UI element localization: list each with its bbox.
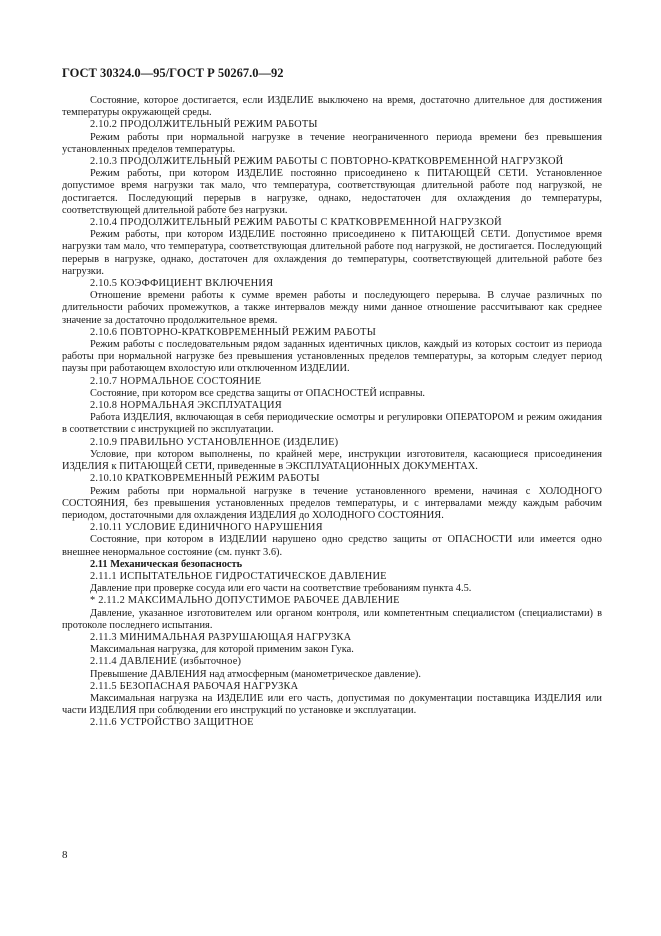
section-title: 2.11 Механическая безопасность xyxy=(90,558,243,570)
paragraph: Условие, при котором выполнены, по крайней мере, инструкции изготовителя, касающиеся присоединения ИЗДЕЛИЯ к ПИТАЮЩЕЙ СЕТИ, приведенные в ЭКСПЛУАТАЦИОННЫХ ДОКУМЕНТАХ. xyxy=(62,448,602,473)
section-heading: 2.10.2 ПРОДОЛЖИТЕЛЬНЫЙ РЕЖИМ РАБОТЫ xyxy=(90,119,318,131)
page-number: 8 xyxy=(62,849,68,861)
section-heading: 2.10.3 ПРОДОЛЖИТЕЛЬНЫЙ РЕЖИМ РАБОТЫ С ПОВТОРНО-КРАТКОВРЕМЕННОЙ НАГРУЗКОЙ xyxy=(90,156,564,168)
paragraph: Состояние, при котором в ИЗДЕЛИИ нарушено одно средство защиты от ОПАСНОСТИ или имеется одно внешнее ненормальное состояние (см. пункт 3.6). xyxy=(62,534,602,558)
paragraph: Режим работы при нормальной нагрузке в течение неограниченного периода времени без превышения установленных пределов температуры. xyxy=(62,131,602,155)
section-heading: 2.10.11 УСЛОВИЕ ЕДИНИЧНОГО НАРУШЕНИЯ xyxy=(90,522,323,534)
paragraph: Состояние, при котором все средства защиты от ОПАСНОСТЕЙ исправны. xyxy=(90,387,426,399)
paragraph: Максимальная нагрузка на ИЗДЕЛИЕ или его часть, допустимая по документации поставщика ИЗДЕЛИЯ или части ИЗДЕЛИЯ при соблюдении его инструкций по установке и эксплуатации. xyxy=(62,692,602,717)
section-heading: 2.10.6 ПОВТОРНО-КРАТКОВРЕМЕННЫЙ РЕЖИМ РАБОТЫ xyxy=(90,326,376,338)
section-heading: 2.11.3 МИНИМАЛЬНАЯ РАЗРУШАЮЩАЯ НАГРУЗКА xyxy=(90,631,352,643)
section-heading: 2.11.4 ДАВЛЕНИЕ (избыточное) xyxy=(90,656,242,668)
section-heading: 2.11.5 БЕЗОПАСНАЯ РАБОЧАЯ НАГРУЗКА xyxy=(90,680,299,692)
section-heading: 2.10.9 ПРАВИЛЬНО УСТАНОВЛЕННОЕ (ИЗДЕЛИЕ) xyxy=(90,436,339,448)
section-heading: 2.11.6 УСТРОЙСТВО ЗАЩИТНОЕ xyxy=(90,717,254,729)
paragraph: Давление, указанное изготовителем или органом контроля, или компетентным специалистом (специалистами) в протоколе последнего испытания. xyxy=(62,607,602,631)
document-body xyxy=(62,95,602,730)
section-heading: 2.10.8 НОРМАЛЬНАЯ ЭКСПЛУАТАЦИЯ xyxy=(90,400,282,412)
paragraph: Превышение ДАВЛЕНИЯ над атмосферным (манометрическое давление). xyxy=(90,668,421,680)
section-heading: 2.10.10 КРАТКОВРЕМЕННЫЙ РЕЖИМ РАБОТЫ xyxy=(90,473,320,485)
paragraph: Максимальная нагрузка, для которой применим закон Гука. xyxy=(90,644,354,656)
paragraph: Режим работы, при котором ИЗДЕЛИЕ постоянно присоединено к ПИТАЮЩЕЙ СЕТИ. Установленное допустимое время нагрузки так мало, что температура, соответствующая длительной работе под нагрузкой, не достигается. Последующий перерыв в нагрузке, однако, недостаточен для охлаждения до температуры, соответствующей длительной работе без нагрузки. xyxy=(62,168,602,216)
section-heading: 2.10.5 КОЭФФИЦИЕНТ ВКЛЮЧЕНИЯ xyxy=(90,278,274,290)
paragraph: Состояние, которое достигается, если ИЗДЕЛИЕ выключено на время, достаточно длительное для достижения температуры окружающей среды. xyxy=(62,95,602,119)
paragraph: Отношение времени работы к сумме времен работы и последующего перерыва. В случае различных по длительности рабочих промежутков, а также интервалов между ними данное отношение рассчитывают как среднее значение за достаточно продолжительное время. xyxy=(62,290,602,326)
section-heading: * 2.11.2 МАКСИМАЛЬНО ДОПУСТИМОЕ РАБОЧЕЕ ДАВЛЕНИЕ xyxy=(90,595,400,607)
paragraph: Режим работы с последовательным рядом заданных идентичных циклов, каждый из которых состоит из периода работы при нормальной нагрузке без превышения установленных пределов температуры, за которым следует период паузы при работающем вхолостую или отключенном ИЗДЕЛИИ. xyxy=(62,339,602,375)
section-heading: 2.10.4 ПРОДОЛЖИТЕЛЬНЫЙ РЕЖИМ РАБОТЫ С КРАТКОВРЕМЕННОЙ НАГРУЗКОЙ xyxy=(90,217,502,229)
document-header: ГОСТ 30324.0—95/ГОСТ Р 50267.0—92 xyxy=(62,66,284,80)
paragraph: Работа ИЗДЕЛИЯ, включающая в себя периодические осмотры и регулировки ОПЕРАТОРОМ и режим ожидания в соответствии с инструкцией по эксплуатации. xyxy=(62,412,602,436)
paragraph: Режим работы при нормальной нагрузке в течение установленного времени, начиная с ХОЛОДНОГО СОСТОЯНИЯ, без превышения установленных пределов температуры, и с интервалами между каждым рабочим периодом, достаточными для охлаждения ИЗДЕЛИЯ до ХОЛОДНОГО СОСТОЯНИЯ. xyxy=(62,485,602,521)
section-heading: 2.10.7 НОРМАЛЬНОЕ СОСТОЯНИЕ xyxy=(90,375,262,387)
paragraph: Режим работы, при котором ИЗДЕЛИЕ постоянно присоединено к ПИТАЮЩЕЙ СЕТИ. Допустимое время нагрузки там мало, что температура, соответствующая длительной работе под нагрузкой, не достигается. Последующий перерыв в нагрузке, однако, достаточен для охлаждения до температуры, соответствующей длительной работе без нагрузки. xyxy=(62,229,602,277)
section-heading: 2.11.1 ИСПЫТАТЕЛЬНОЕ ГИДРОСТАТИЧЕСКОЕ ДАВЛЕНИЕ xyxy=(90,570,387,582)
paragraph: Давление при проверке сосуда или его части на соответствие требованиям пункта 4.5. xyxy=(90,583,472,595)
